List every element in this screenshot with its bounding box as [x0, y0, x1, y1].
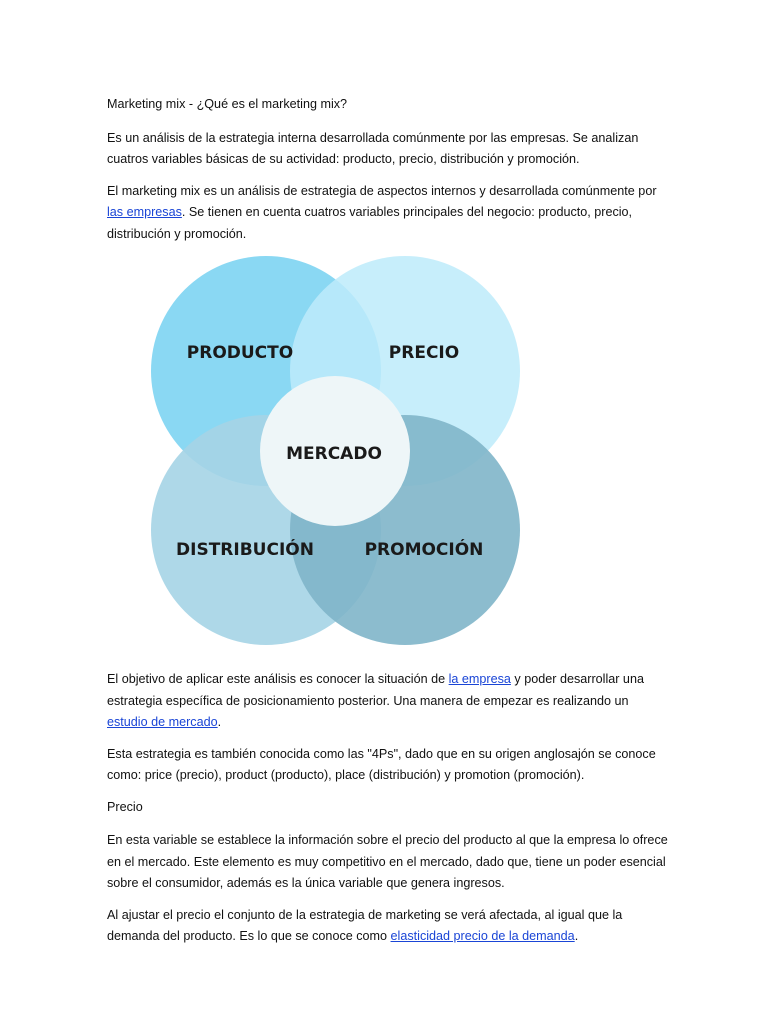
- objective-text-before: El objetivo de aplicar este análisis es conocer la situación de: [107, 672, 449, 686]
- objective-paragraph: [107, 669, 668, 734]
- venn-diagram-svg: [100, 255, 680, 665]
- label-promocion: PROMOCIÓN: [364, 540, 484, 560]
- precio-text-after: .: [574, 929, 579, 943]
- document-title: Marketing mix - ¿Qué es el marketing mix?: [107, 97, 348, 111]
- estudio-de-mercado-link[interactable]: estudio de mercado: [107, 715, 218, 729]
- objective-text-middle: y poder desarrollar una estrategia específica de posicionamiento posterior. Una manera de empezar es realizando un: [107, 672, 644, 708]
- precio-heading: Precio: [107, 799, 143, 814]
- label-producto: PRODUCTO: [186, 343, 294, 363]
- definition-text-before: El marketing mix es un análisis de estrategia de aspectos internos y desarrollada comúnmente por: [107, 183, 657, 198]
- las-empresas-link[interactable]: las empresas: [107, 205, 182, 219]
- la-empresa-link[interactable]: la empresa: [448, 672, 511, 686]
- label-mercado: MERCADO: [286, 444, 382, 464]
- four-ps-paragraph: Esta estrategia es también conocida como las "4Ps", dado que en su origen anglosajón se conoce como: price (precio), product (producto), place (distribución) y promotion (promoción).: [107, 746, 656, 782]
- precio-text-before: Al ajustar el precio el conjunto de la estrategia de marketing se verá afectada, al igual que la demanda del producto. Es lo que se conoce como: [107, 907, 623, 943]
- definition-paragraph: [107, 181, 668, 246]
- precio-paragraph-1: En esta variable se establece la información sobre el precio del producto al que la empresa lo ofrece en el mercado. Este elemento es muy competitivo en el mercado, dado que, tiene un poder esencial sobre el consumidor, además es la única variable que genera ingresos.: [107, 833, 668, 890]
- definition-text-after: . Se tienen en cuenta cuatros variables principales del negocio: producto, precio, distribución y promoción.: [107, 205, 633, 241]
- marketing-mix-diagram: [100, 255, 680, 665]
- elasticidad-link[interactable]: elasticidad precio de la demanda: [390, 929, 575, 943]
- objective-text-after: .: [217, 715, 222, 729]
- label-precio: PRECIO: [388, 343, 460, 363]
- label-distribucion: DISTRIBUCIÓN: [176, 540, 314, 560]
- precio-paragraph-2: [107, 905, 668, 948]
- intro-paragraph: Es un análisis de la estrategia interna desarrollada comúnmente por las empresas. Se analizan cuatros variables básicas de su actividad: producto, precio, distribución y promoción.: [107, 130, 639, 166]
